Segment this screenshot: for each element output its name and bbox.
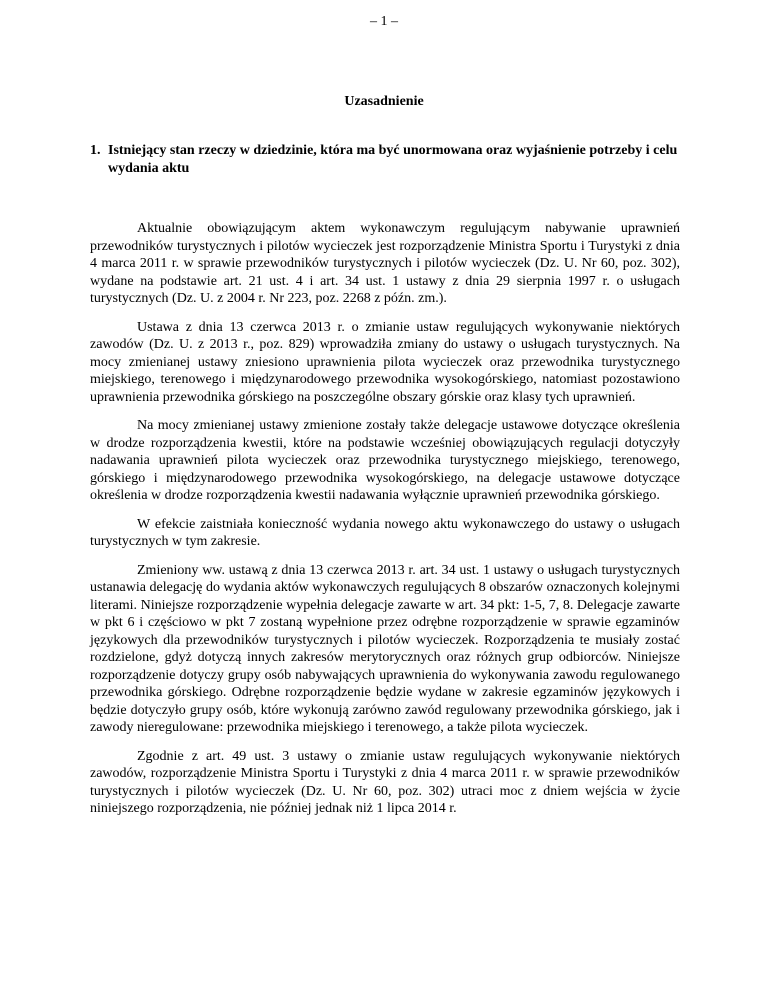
paragraph: Zgodnie z art. 49 ust. 3 ustawy o zmianie ustaw regulujących wykonywanie niektórych zawodów, rozporządzenie Ministra Sportu i Turystyki z dnia 4 marca 2011 r. w sprawie przewodników turystycznych i pilotów wycieczek (Dz. U. Nr 60, poz. 302) utraci moc z dniem wejścia w życie niniejszego rozporządzenia, nie później jednak niż 1 lipca 2014 r.: [90, 748, 680, 816]
paragraph: W efekcie zaistniała konieczność wydania nowego aktu wykonawczego do ustawy o usługach turystycznych w tym zakresie.: [90, 516, 680, 549]
document-title: Uzasadnienie: [344, 94, 424, 109]
paragraph: Ustawa z dnia 13 czerwca 2013 r. o zmianie ustaw regulujących wykonywanie niektórych zawodów (Dz. U. z 2013 r., poz. 829) wprowadziła zmiany do ustawy o usługach turystycznych. Na mocy zmienianej ustawy zniesiono uprawnienia pilota wycieczek oraz przewodnika turystycznego miejskiego, terenowego i międzynarodowego przewodnika wysokogórskiego, natomiast pozostawiono uprawnienia przewodnika górskiego na poszczególne obszary górskie oraz klasy tych uprawnień.: [90, 319, 680, 405]
page-number: – 1 –: [370, 14, 398, 29]
section-heading-text: Istniejący stan rzeczy w dziedzinie, która ma być unormowana oraz wyjaśnienie potrzeby i celu wydania aktu: [108, 143, 678, 176]
paragraph: Aktualnie obowiązującym aktem wykonawczym regulującym nabywanie uprawnień przewodników turystycznych i pilotów wycieczek jest rozporządzenie Ministra Sportu i Turystyki z dnia 4 marca 2011 r. w sprawie przewodników turystycznych i pilotów wycieczek (Dz. U. Nr 60, poz. 302), wydane na podstawie art. 21 ust. 4 i art. 34 ust. 1 ustawy z dnia 29 sierpnia 1997 r. o usługach turystycznych (Dz. U. z 2004 r. Nr 223, poz. 2268 z późn. zm.).: [90, 221, 680, 306]
body-text: [90, 220, 680, 829]
paragraph: Zmieniony ww. ustawą z dnia 13 czerwca 2013 r. art. 34 ust. 1 ustawy o usługach turystycznych ustanawia delegację do wydania aktów wykonawczych regulujących 8 obszarów oznaczonych kolejnymi literami. Niniejsze rozporządzenie wypełnia delegacje zawarte w art. 34 pkt: 1-5, 7, 8. Delegacje zawarte w pkt 6 i częściowo w pkt 7 zostaną wypełnione przez odrębne rozporządzenie w sprawie egzaminów językowych dla przewodników turystycznych i pilotów wycieczek. Rozporządzenia te musiały zostać rozdzielone, gdyż dotyczą innych zakresów merytorycznych oraz różnych grup odbiorców. Niniejsze rozporządzenie dotyczy grupy osób nabywających uprawnienia do wykonywania zawodu regulowanego przewodnika górskiego. Odrębne rozporządzenie będzie wydane w zakresie egzaminów językowych i będzie dotyczyło grupy osób, które wykonują zarówno zawód regulowany przewodnika górskiego, jak i zawody nieregulowane: przewodnika miejskiego i terenowego, a także pilota wycieczek.: [90, 562, 680, 735]
paragraph: Na mocy zmienianej ustawy zmienione zostały także delegacje ustawowe dotyczące określenia w drodze rozporządzenia kwestii, które na podstawie wcześniej obowiązujących regulacji dotyczyły nadawania uprawnień pilota wycieczek oraz przewodnika turystycznego miejskiego, terenowego, górskiego i międzynarodowego przewodnika wysokogórskiego, na delegacje ustawowe dotyczące określenia w drodze rozporządzenia kwestii nadawania wyłącznie uprawnień przewodnika górskiego.: [90, 418, 680, 503]
section-number: 1.: [90, 143, 101, 158]
section-heading: [90, 142, 690, 177]
